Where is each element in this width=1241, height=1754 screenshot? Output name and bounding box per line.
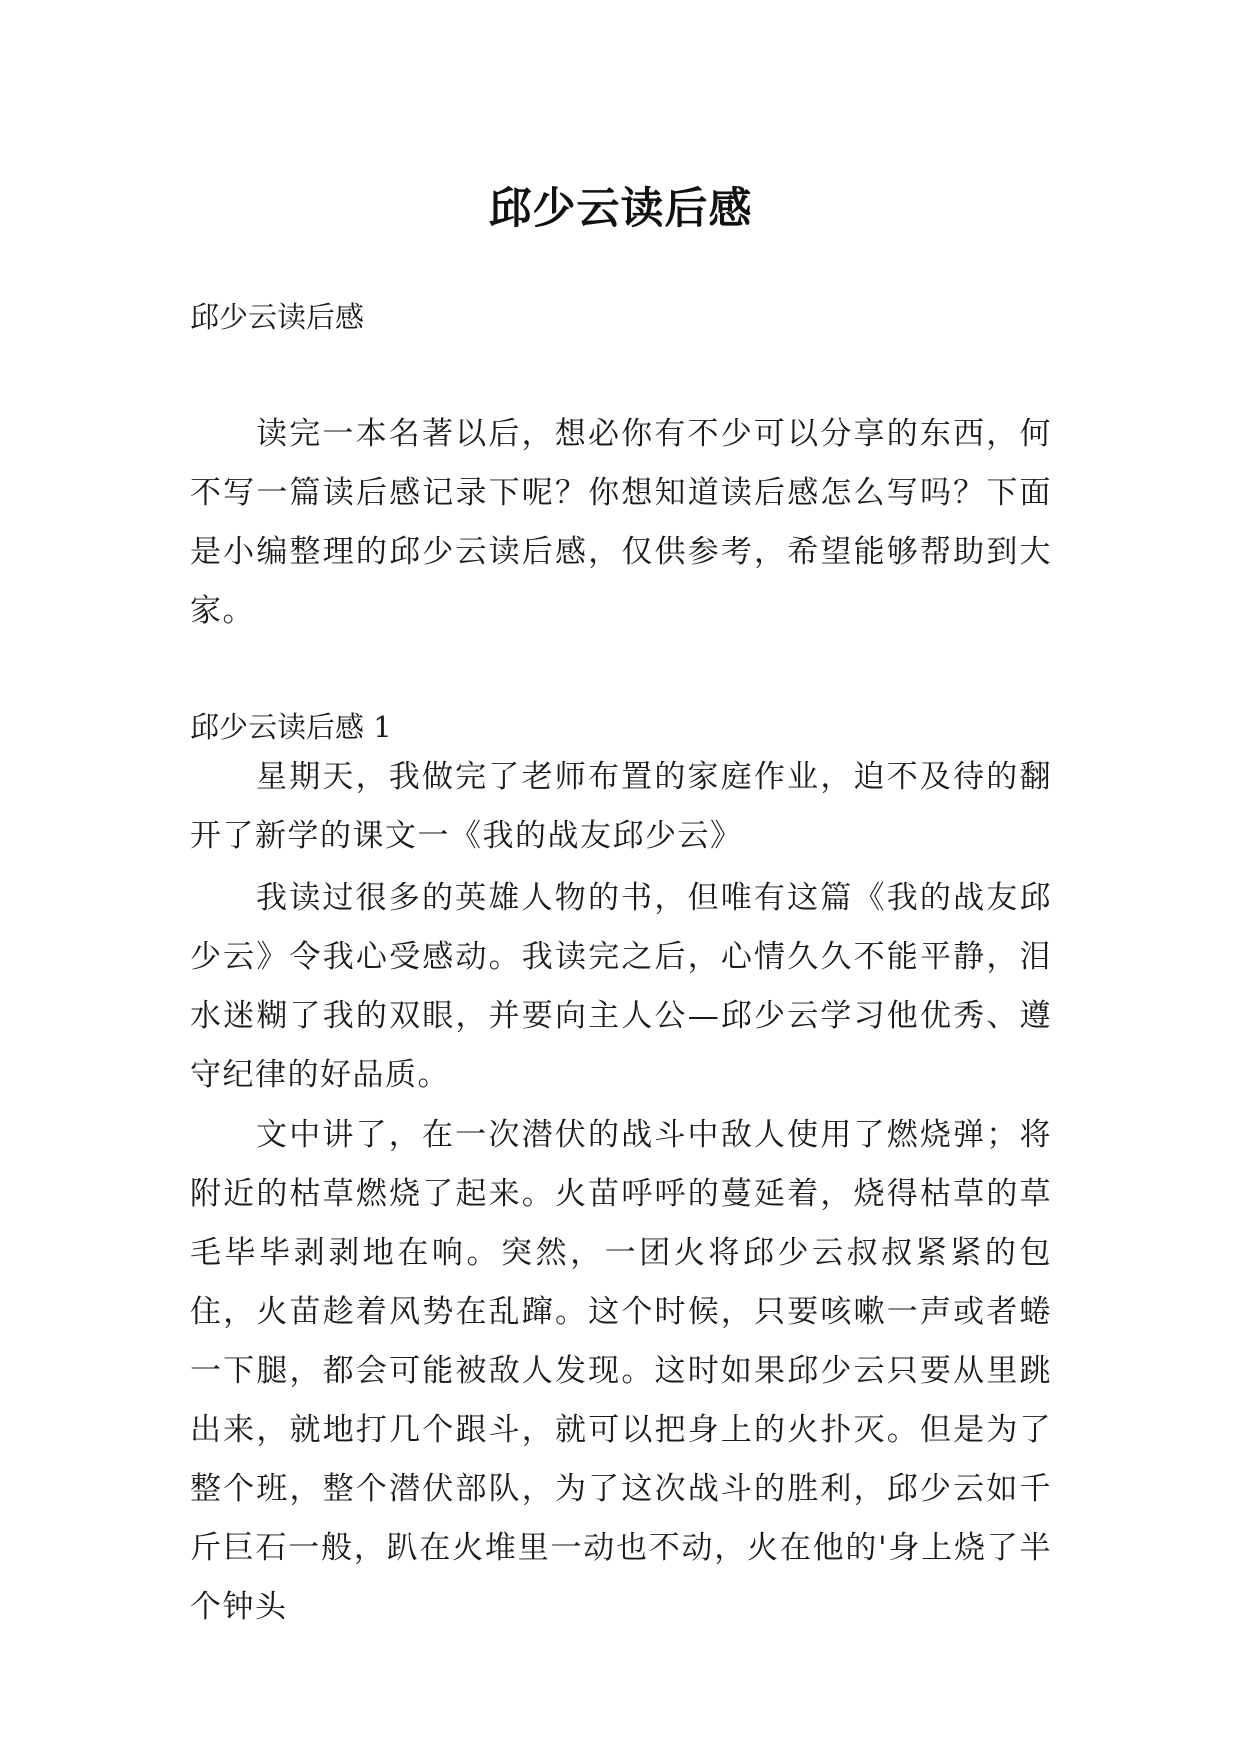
body-paragraph-3: 文中讲了，在一次潜伏的战斗中敌人使用了燃烧弹；将附近的枯草燃烧了起来。火苗呼呼的蔓延着，烧得枯草的草毛毕毕剥剥地在响。突然，一团火将邱少云叔叔紧紧的包住，火苗趁着风势在乱蹿。这个时候，只要咳嗽一声或者蜷一下腿，都会可能被敌人发现。这时如果邱少云只要从里跳出来，就地打几个跟斗，就可以把身上的火扑灭。但是为了整个班，整个潜伏部队，为了这次战斗的胜利，邱少云如千斤巨石一般，趴在火堆里一动也不动，火在他的'身上烧了半个钟头 xyxy=(190,1117,1052,1625)
intro-paragraph: 读完一本名著以后，想必你有不少可以分享的东西，何不写一篇读后感记录下呢？你想知道读后感怎么写吗？下面是小编整理的邱少云读后感，仅供参考，希望能够帮助到大家。 xyxy=(190,416,1052,629)
document-title: 邱少云读后感 xyxy=(488,183,753,234)
body-paragraph-2: 我读过很多的英雄人物的书，但唯有这篇《我的战友邱少云》令我心受感动。我读完之后，心情久久不能平静，泪水迷糊了我的双眼，并要向主人公—邱少云学习他优秀、遵守纪律的好品质。 xyxy=(190,880,1052,1093)
section-heading: 邱少云读后感 1 xyxy=(190,710,392,744)
body-paragraph-1: 星期天，我做完了老师布置的家庭作业，迫不及待的翻开了新学的课文一《我的战友邱少云》 xyxy=(190,759,1052,854)
document-subtitle: 邱少云读后感 xyxy=(190,300,365,334)
